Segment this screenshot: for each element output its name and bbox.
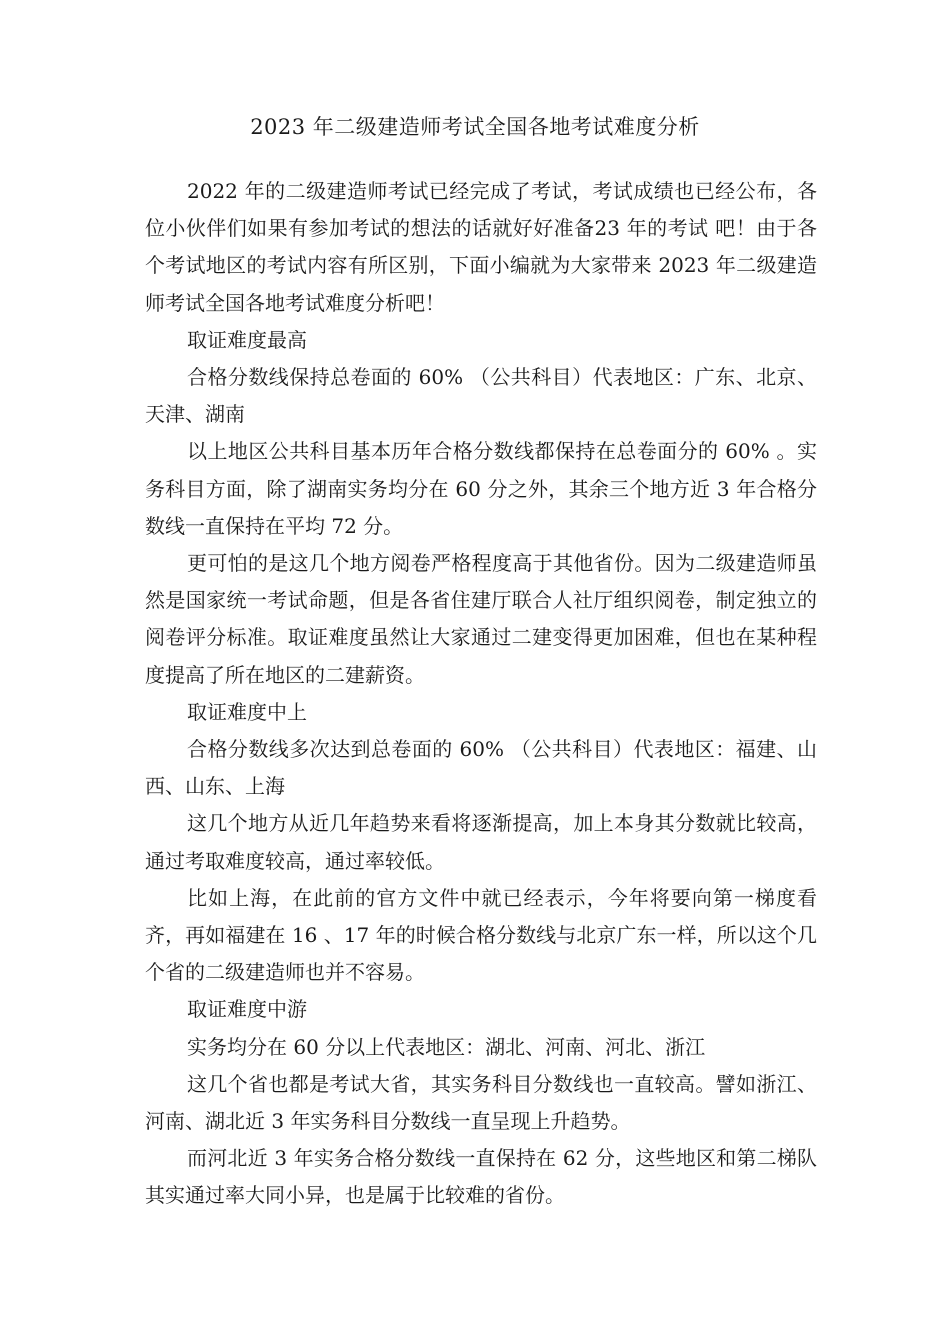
paragraph-middle-regions: 实务均分在 60 分以上代表地区：湖北、河南、河北、浙江 [187, 1034, 706, 1059]
paragraph-upper-middle-regions: 合格分数线多次达到总卷面的 60% （公共科目）代表地区：福建、山西、山东、上海 [145, 737, 817, 799]
document-body [145, 173, 817, 1215]
section-heading-highest: 取证难度最高 [187, 327, 307, 352]
document-title: 2023 年二级建造师考试全国各地考试难度分析 [250, 115, 700, 139]
paragraph-middle-trend: 这几个省也都是考试大省，其实务科目分数线也一直较高。譬如浙江、河南、湖北近 3 年实务科目分数线一直呈现上升趋势。 [145, 1071, 817, 1134]
paragraph-highest-regions: 合格分数线保持总卷面的 60% （公共科目）代表地区：广东、北京、天津、湖南 [145, 365, 817, 427]
paragraph-upper-middle-trend: 这几个地方从近几年趋势来看将逐渐提高，加上本身其分数就比较高，通过考取难度较高，通过率较低。 [145, 811, 817, 873]
paragraph-middle-hebei: 而河北近 3 年实务合格分数线一直保持在 62 分，这些地区和第二梯队其实通过率大同小异，也是属于比较难的省份。 [145, 1146, 817, 1208]
paragraph-upper-middle-example: 比如上海，在此前的官方文件中就已经表示，今年将要向第一梯度看齐，再如福建在 16 、17 年的时候合格分数线与北京广东一样，所以这个几个省的二级建造师也并不容易。 [145, 885, 817, 985]
section-heading-upper-middle: 取证难度中上 [187, 699, 307, 724]
paragraph-highest-grading: 更可怕的是这几个地方阅卷严格程度高于其他省份。因为二级建造师虽然是国家统一考试命题，但是各省住建厅联合人社厅组织阅卷，制定独立的阅卷评分标准。取证难度虽然让大家通过二建变得更加困难，但也在某种程度提高了所在地区的二建薪资。 [145, 551, 817, 687]
section-heading-middle: 取证难度中游 [187, 997, 307, 1022]
paragraph-highest-detail: 以上地区公共科目基本历年合格分数线都保持在总卷面分的 60% 。实务科目方面，除了湖南实务均分在 60 分之外，其余三个地方近 3 年合格分数线一直保持在平均 72 分。 [145, 439, 817, 538]
paragraph-intro: 2022 年的二级建造师考试已经完成了考试，考试成绩也已经公布，各位小伙伴们如果有参加考试的想法的话就好好准备23 年的考试 吧！由于各个考试地区的考试内容有所区别，下面小编就为大家带来 2023 年二级建造师考试全国各地考试难度分析吧！ [145, 179, 817, 315]
